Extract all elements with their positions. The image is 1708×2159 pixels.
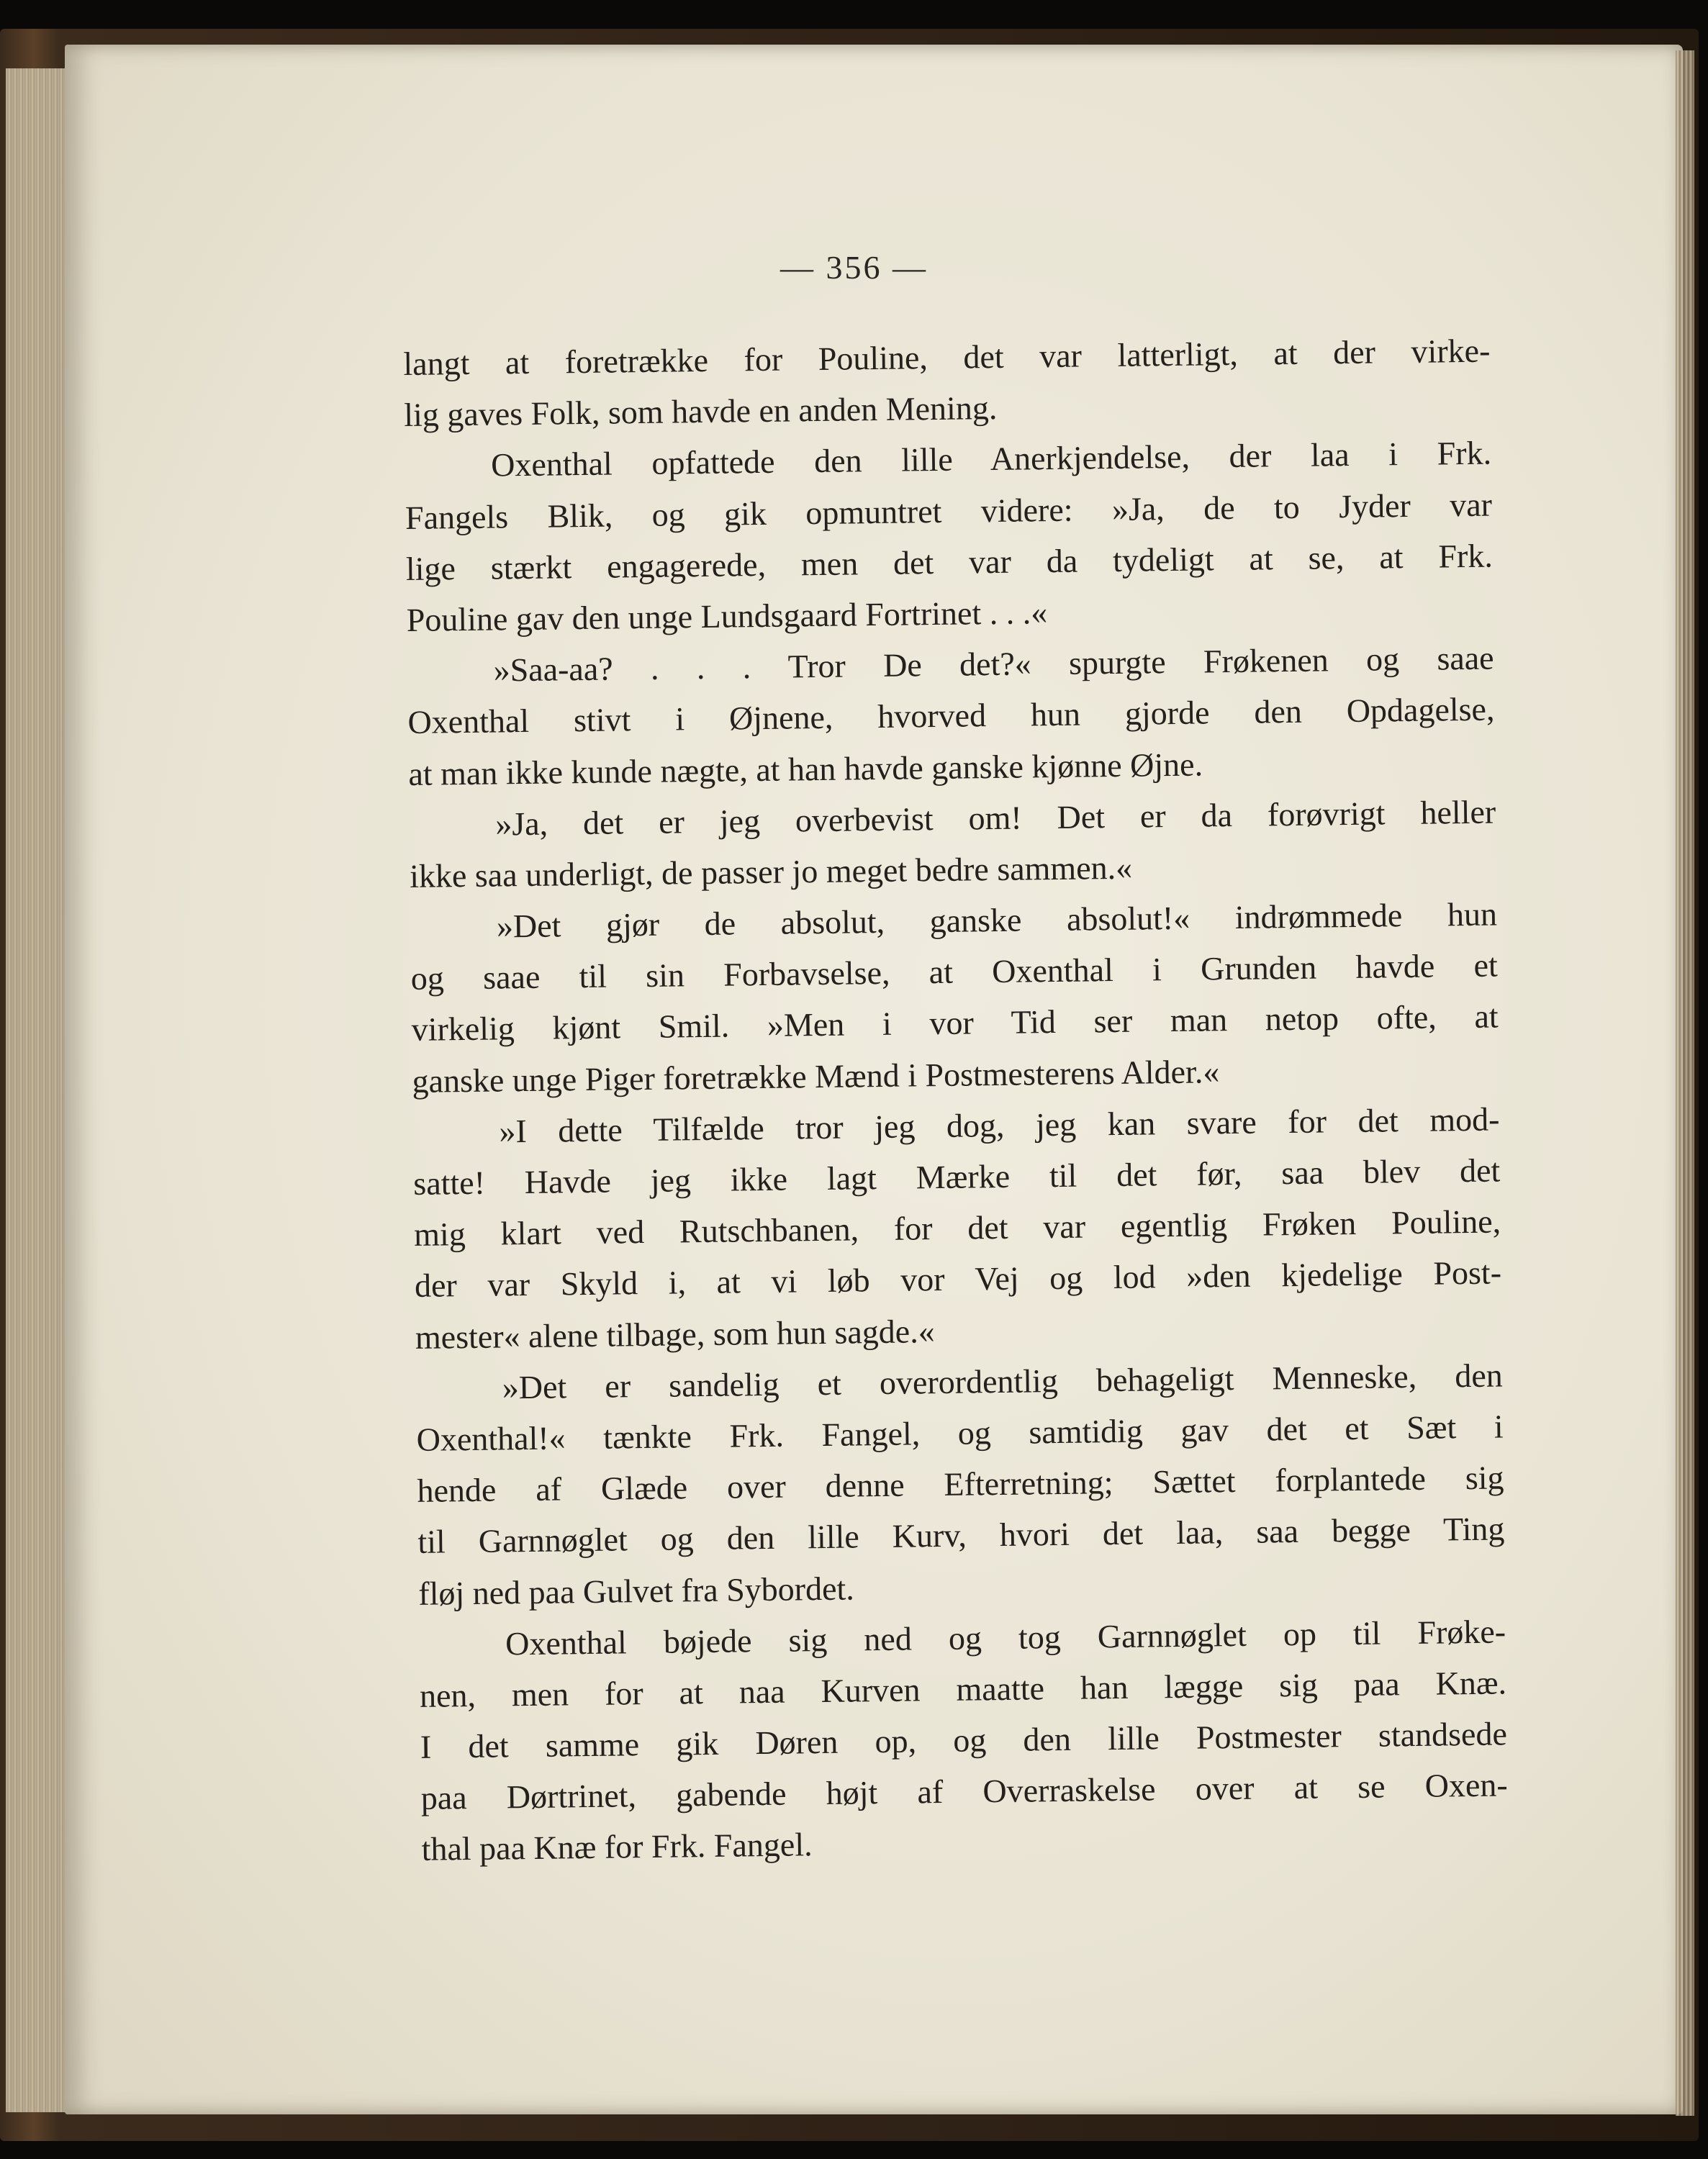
text-line: Fangels Blik, og gik opmuntret videre: »Ja, de to Jyder var: [405, 486, 1493, 536]
text-line: mig klart ved Rutschbanen, for det var egentlig Frøken Pouline,: [413, 1203, 1501, 1254]
text-line: der var Skyld i, at vi løb vor Vej og lod »den kjedelige Post-: [414, 1254, 1502, 1305]
text-line: thal paa Knæ for Frk. Fangel.: [421, 1826, 813, 1868]
text-line: Oxenthal opfattede den lille Anerkjendelse, der laa i Frk.: [490, 434, 1492, 484]
text-line: hende af Glæde over denne Efterretning; Sættet forplantede sig: [417, 1459, 1504, 1510]
text-line: Oxenthal!« tænkte Frk. Fangel, og samtidig gav det et Sæt i: [416, 1408, 1504, 1458]
text-line: og saae til sin Forbavselse, at Oxenthal i Grunden havde et: [410, 946, 1499, 997]
text-line: Pouline gav den unge Lundsgaard Fortrinet . . .«: [406, 594, 1048, 638]
text-line: ikke saa underligt, de passer jo meget bedre sammen.«: [409, 848, 1133, 895]
text-line: »Ja, det er jeg overbevist om! Det er da forøvrigt heller: [494, 793, 1496, 843]
right-page-edges: [1676, 50, 1694, 2116]
body-text: [403, 325, 1509, 1875]
text-line: nen, men for at naa Kurven maatte han lægge sig paa Knæ.: [419, 1664, 1507, 1714]
text-line: lig gaves Folk, som havde en anden Mening.: [403, 389, 998, 434]
text-line: paa Dørtrinet, gabende højt af Overraskelse over at se Oxen-: [420, 1766, 1508, 1817]
text-line: langt at foretrække for Pouline, det var latterligt, at der virke-: [403, 332, 1491, 382]
text-line: Oxenthal stivt i Øjnene, hvorved hun gjorde den Opdagelse,: [407, 690, 1495, 741]
text-line: fløj ned paa Gulvet fra Sybordet.: [417, 1569, 855, 1612]
text-line: satte! Havde jeg ikke lagt Mærke til det før, saa blev det: [413, 1151, 1501, 1202]
text-line: virkelig kjønt Smil. »Men i vor Tid ser man netop ofte, at: [411, 997, 1499, 1049]
text-line: Oxenthal bøjede sig ned og tog Garnnøglet op til Frøke-: [505, 1613, 1506, 1662]
text-line: at man ikke kunde nægte, at han havde ganske kjønne Øjne.: [408, 745, 1203, 792]
page-edges: [6, 68, 71, 2112]
text-line: lige stærkt engagerede, men det var da tydeligt at se, at Frk.: [405, 537, 1494, 587]
text-line: mester« alene tilbage, som hun sagde.«: [415, 1312, 935, 1356]
page-number: — 356 —: [780, 249, 928, 286]
text-line: »I dette Tilfælde tror jeg dog, jeg kan svare for det mod-: [499, 1100, 1500, 1150]
text-line: ganske unge Piger foretrække Mænd i Postmesterens Alder.«: [412, 1052, 1220, 1100]
text-line: »Det er sandelig et overordentlig behageligt Menneske, den: [502, 1357, 1504, 1406]
text-line: I det samme gik Døren op, og den lille Postmester standsede: [420, 1715, 1508, 1765]
text-line: »Saa-aa? . . . Tror De det?« spurgte Frøkenen og saae: [493, 639, 1494, 689]
text-line: »Det gjør de absolut, ganske absolut!« indrømmede hun: [496, 895, 1498, 945]
text-line: til Garnnøglet og den lille Kurv, hvori det laa, saa begge Ting: [417, 1510, 1505, 1561]
